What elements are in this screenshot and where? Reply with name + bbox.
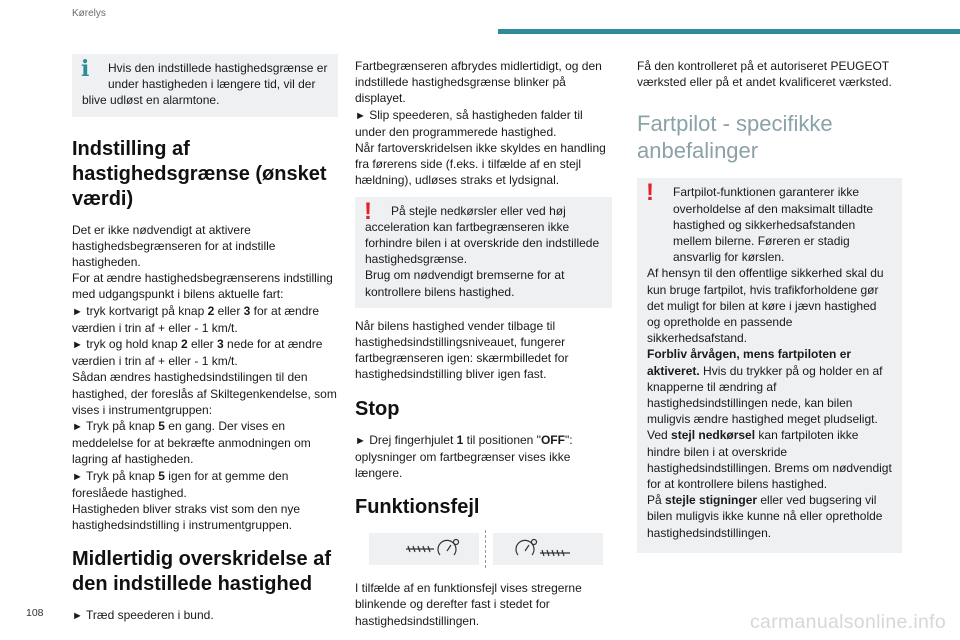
warning-text-3: Forbliv årvågen, mens fartpiloten er aktiveret. Hvis du trykker på og holder en af knapperne til ændring af hastighedsindstillingen nede, kan bilen muligvis ændre hastighed meget pludseligt.: [647, 347, 883, 427]
paragraph: Få den kontrolleret på et autoriseret PEUGEOT værksted eller på et andet kvalificeret værksted.: [637, 59, 892, 90]
fault-separator: [479, 530, 493, 568]
heading-stop: Stop: [355, 397, 400, 420]
arrow-right-icon: ►: [72, 305, 83, 318]
fault-display-left: [369, 533, 479, 565]
arrow-right-icon: ►: [72, 610, 83, 623]
arrow-right-icon: ►: [355, 109, 366, 122]
column-3: [637, 58, 902, 553]
bullet-item: ► Drej fingerhjulet 1 til positionen "OFF": oplysninger om fartbegrænser vises ikke længere.: [355, 432, 573, 481]
info-line-1: Hvis den indstillede hastighedsgrænse er: [108, 61, 328, 75]
warning-text-2: Brug om nødvendigt bremserne for at kontrollere bilens hastighed.: [365, 268, 565, 299]
fixed-dashes-speedometer-icon: [508, 537, 588, 561]
paragraph: I tilfælde af en funktionsfejl vises stregerne blinkende og derefter fast i stedet for hastighedsindstillingen.: [355, 581, 582, 628]
heading-set-speed-limit: Indstilling af hastighedsgrænse (ønsket værdi): [72, 137, 327, 210]
info-line-2: under hastigheden i længere tid, vil der: [108, 77, 316, 92]
header-accent-bar: [498, 29, 960, 34]
warning-exclamation-icon: !: [646, 179, 654, 207]
paragraph: Fartbegrænseren afbrydes midlertidigt, og den indstillede hastighedsgrænse blinker på displayet.: [355, 59, 602, 106]
warning-text: overholdelse af den maksimalt tilladte hastighed og sikkerhedsafstanden mellem bilerne. Føreren er stadig ansvarlig for kørslen.: [673, 201, 874, 265]
running-header: Kørelys: [72, 8, 106, 19]
warning-box: [355, 197, 612, 308]
arrow-right-icon: ►: [355, 434, 366, 447]
warning-box: [637, 178, 902, 552]
bullet-item: ► tryk kortvarigt på knap 2 eller 3 for at ændre værdien i trin af + eller - 1 km/t.: [72, 303, 320, 335]
warning-first-line: Fartpilot-funktionen garanterer ikke: [673, 185, 860, 200]
column-2: [355, 58, 612, 629]
paragraph: Sådan ændres hastighedsindstilingen til den hastighed, der foreslås af Skiltegenkendelse, som vises i instrumentgruppen:: [72, 370, 337, 417]
paragraph: Når bilens hastighed vender tilbage til hastighedsindstillingsniveauet, fungerer fartbegrænseren igen: skærmbilledet for hastighedsindstilling bliver igen fast.: [355, 318, 569, 382]
warning-text-2: Af hensyn til den offentlige sikkerhed skal du kun bruge fartpilot, hvis trafikforholdene gør det muligt for bilen at køre i jævn hastighed og opretholde en passende sikkerhedsafstand.: [647, 266, 884, 346]
heading-temporary-override: Midlertidig overskridelse af den indstillede hastighed: [72, 548, 331, 596]
column-1: [72, 50, 338, 625]
bullet-item: ► Træd speederen i bund.: [72, 608, 214, 623]
arrow-right-icon: ►: [72, 470, 83, 483]
warning-text: acceleration kan fartbegrænseren ikke forhindre bilen i at overskride den indstillede hastighedsgrænse.: [365, 219, 600, 267]
arrow-right-icon: ►: [72, 339, 83, 352]
warning-text-5: På stejle stigninger eller ved bugsering vil bilen muligvis ikke kunne nå eller opretholde hastighedsindstillingen.: [647, 493, 883, 540]
info-box: [72, 54, 338, 117]
heading-malfunction: Funktionsfejl: [355, 496, 480, 519]
warning-exclamation-icon: !: [364, 197, 372, 225]
paragraph: Hastigheden bliver straks vist som den nye hastighedsindstilling i instrumentgruppen.: [72, 502, 301, 533]
watermark: carmanualsonline.info: [750, 611, 946, 633]
bullet-item: ► Tryk på knap 5 igen for at gemme den foreslåede hastighed.: [72, 468, 289, 500]
paragraph: Det er ikke nødvendigt at aktivere hastighedsbegrænseren for at indstille hastigheden.: [72, 222, 276, 270]
warning-first-line: På stejle nedkørsler eller ved høj: [391, 203, 566, 218]
arrow-right-icon: ►: [72, 421, 83, 434]
paragraph: Når fartoverskridelsen ikke skyldes en handling fra førerens side (f.eks. i tilfælde af en stejl hældning), udløses straks et lydsignal.: [355, 141, 606, 188]
bullet-item: ► Slip speederen, så hastigheden falder til under den programmerede hastighed.: [355, 107, 583, 139]
info-line-3: blive udløst en alarmtone.: [82, 93, 220, 108]
fault-display-right: [493, 533, 603, 565]
heading-cruise-control-recommendations: Fartpilot - specifikke anbefalinger: [637, 111, 833, 164]
bullet-item: ► tryk og hold knap 2 eller 3 nede for at ændre værdien i trin af + eller - 1 km/t.: [72, 337, 323, 369]
warning-text-4: Ved stejl nedkørsel kan fartpiloten ikke hindre bilen i at overskride hastighedsindstillingen. Brems om nødvendigt for at kontrollere bilens hastighed.: [647, 428, 892, 492]
blinking-dashes-speedometer-icon: [384, 537, 464, 561]
paragraph: For at ændre hastighedsbegrænserens indstilling med udgangspunkt i bilens aktuelle fart:: [72, 271, 333, 302]
page-number: 108: [26, 607, 44, 619]
fault-display-illustration: [369, 530, 612, 568]
info-icon: i: [81, 56, 90, 82]
bullet-item: ► Tryk på knap 5 en gang. Der vises en meddelelse for at bekræfte anmodningen om lagring af hastigheden.: [72, 419, 311, 467]
